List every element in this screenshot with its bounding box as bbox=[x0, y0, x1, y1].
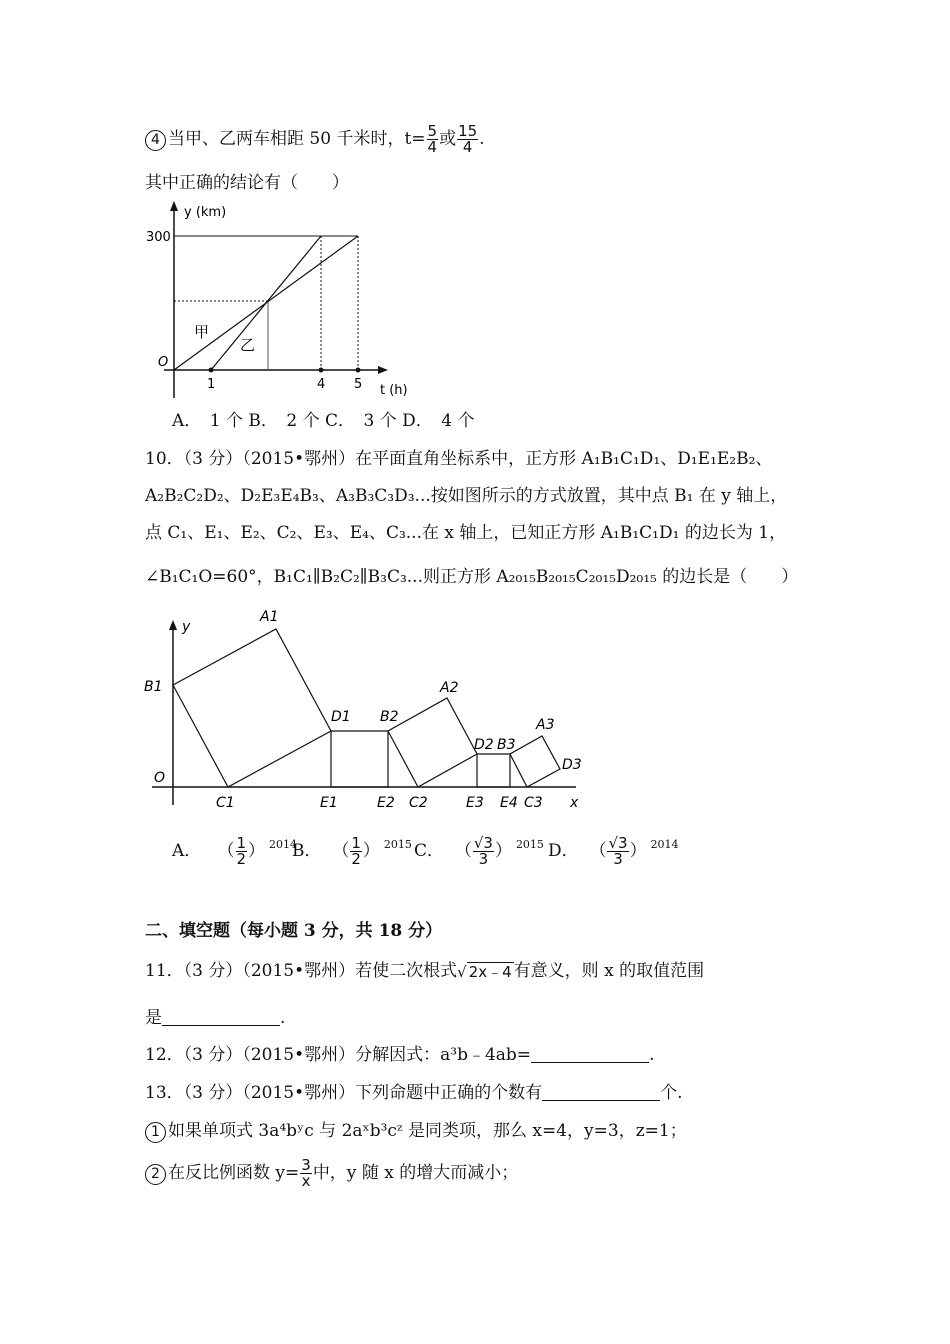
section-2-heading: 二、填空题（每小题 3 分，共 18 分） bbox=[145, 921, 443, 941]
q10-squares-figure bbox=[140, 605, 600, 815]
label-O: O bbox=[154, 770, 166, 786]
fraction: $\frac{√3}{3}$ bbox=[608, 834, 628, 868]
square-D1E1E2B2 bbox=[331, 731, 388, 787]
q10-line-2: A₂B₂C₂D₂、D₂E₃E₄B₃、A₃B₃C₃D₃...按如图所示的方式放置，其中点 B₁ 在 y 轴上， bbox=[145, 486, 788, 506]
square-D2E3E4B3 bbox=[477, 754, 510, 787]
q9-options: A． 1 个 B． 2 个 C． 3 个 D． 4 个 bbox=[172, 411, 475, 431]
q13: 13．（3 分）（2015•鄂州）下列命题中正确的个数有 个. bbox=[145, 1083, 683, 1103]
q9-ask: 其中正确的结论有（ ） bbox=[145, 173, 349, 193]
circled-number: 4 bbox=[145, 130, 166, 151]
q13-statement-1: 1 如果单项式 3a⁴bʸc 与 2aˣb³cᶻ 是同类项，那么 x=4，y=3，z=1； bbox=[145, 1120, 687, 1143]
answer-blank[interactable] bbox=[542, 1082, 660, 1101]
label-A3: A3 bbox=[536, 717, 555, 733]
answer-blank[interactable] bbox=[531, 1044, 649, 1063]
y-axis-label: y (km) bbox=[184, 205, 227, 220]
label-D1: D1 bbox=[331, 709, 351, 725]
q10-line-4: ∠B₁C₁O=60°，B₁C₁∥B₂C₂∥B₃C₃...则正方形 A₂₀₁₅B₂₀₁₅C₂₀₁₅D₂₀₁₅ 的边长是（ ） bbox=[145, 567, 799, 587]
y300-label: 300 bbox=[146, 230, 171, 245]
label-B1: B1 bbox=[144, 679, 163, 695]
q9-distance-time-graph bbox=[146, 198, 410, 408]
origin-label: O bbox=[158, 355, 169, 370]
fraction: $\frac{√3}{3}$ bbox=[473, 834, 493, 868]
yi-line bbox=[211, 236, 321, 370]
q10-option-b: B． （ $\frac{1}{2}$ ） $^{2015}$ bbox=[292, 834, 412, 868]
square-A3B3C3D3 bbox=[510, 736, 560, 787]
label-x: x bbox=[570, 795, 579, 811]
q10-line-3: 点 C₁、E₁、E₂、C₂、E₃、E₄、C₃...在 x 轴上，已知正方形 A₁B₁C₁D₁ 的边长为 1， bbox=[145, 523, 787, 543]
statement-text: 当甲、乙两车相距 50 千米时，t= bbox=[168, 129, 426, 149]
q9-statement-4: 4 当甲、乙两车相距 50 千米时，t= $\frac{5}{4}$ 或 $\frac{15}{4}$ . bbox=[145, 124, 485, 155]
fraction: $\frac{5}{4}$ bbox=[427, 122, 438, 156]
label-y: y bbox=[182, 619, 191, 635]
t-axis-label: t (h) bbox=[380, 383, 408, 398]
t4-label: 4 bbox=[317, 377, 326, 392]
label-A1: A1 bbox=[260, 609, 279, 625]
q10-line-1: 10．（3 分）（2015•鄂州）在平面直角坐标系中，正方形 A₁B₁C₁D₁、D₁E₁E₂B₂、 bbox=[145, 449, 773, 469]
point-t1 bbox=[209, 368, 214, 373]
label-D3: D3 bbox=[562, 757, 582, 773]
fraction: $\frac{15}{4}$ bbox=[458, 122, 478, 156]
label-B3: B3 bbox=[497, 737, 516, 753]
q11-line-1: 11．（3 分）（2015•鄂州）若使二次根式√ 2x﹣4 有意义，则 x 的取值范围 bbox=[145, 961, 705, 981]
q13-statement-2: 2 在反比例函数 y= $\frac{3}{x}$ 中，y 随 x 的增大而减小； bbox=[145, 1158, 518, 1189]
label-E1: E1 bbox=[320, 795, 338, 811]
point-t5 bbox=[356, 368, 361, 373]
label-C2: C2 bbox=[409, 795, 428, 811]
y-axis-arrow bbox=[170, 201, 178, 211]
square-A1B1C1D1 bbox=[173, 629, 331, 787]
answer-blank[interactable] bbox=[162, 1007, 280, 1026]
label-E4: E4 bbox=[500, 795, 518, 811]
fraction: $\frac{1}{2}$ bbox=[351, 834, 361, 868]
label-A2: A2 bbox=[440, 680, 459, 696]
point-t4 bbox=[319, 368, 324, 373]
label-E2: E2 bbox=[377, 795, 395, 811]
q10-option-d: D． （ $\frac{√3}{3}$ ） $^{2014}$ bbox=[548, 834, 679, 868]
q11-line-2: 是 . bbox=[145, 1008, 286, 1028]
t5-label: 5 bbox=[354, 377, 363, 392]
circled-number: 2 bbox=[145, 1164, 166, 1185]
t-axis-arrow bbox=[378, 366, 388, 374]
y-axis-arrow bbox=[169, 620, 177, 630]
label-E3: E3 bbox=[466, 795, 484, 811]
sqrt-expression: √ 2x﹣4 bbox=[457, 962, 512, 981]
q10-option-a: A． （ $\frac{1}{2}$ ） $^{2014}$ bbox=[172, 834, 298, 868]
q12: 12．（3 分）（2015•鄂州）分解因式：a³b﹣4ab= . bbox=[145, 1045, 655, 1065]
circled-number: 1 bbox=[145, 1122, 166, 1143]
fraction: $\frac{1}{2}$ bbox=[236, 834, 247, 868]
q10-option-c: C． （ $\frac{√3}{3}$ ） $^{2015}$ bbox=[414, 834, 544, 868]
square-A2B2C2D2 bbox=[388, 698, 477, 787]
fraction: $\frac{3}{x}$ bbox=[301, 1156, 311, 1190]
label-B2: B2 bbox=[380, 709, 399, 725]
label-D2: D2 bbox=[474, 737, 494, 753]
jia-label: 甲 bbox=[194, 323, 210, 341]
t1-label: 1 bbox=[207, 377, 216, 392]
label-C3: C3 bbox=[524, 795, 543, 811]
yi-label: 乙 bbox=[240, 336, 256, 354]
label-C1: C1 bbox=[216, 795, 235, 811]
